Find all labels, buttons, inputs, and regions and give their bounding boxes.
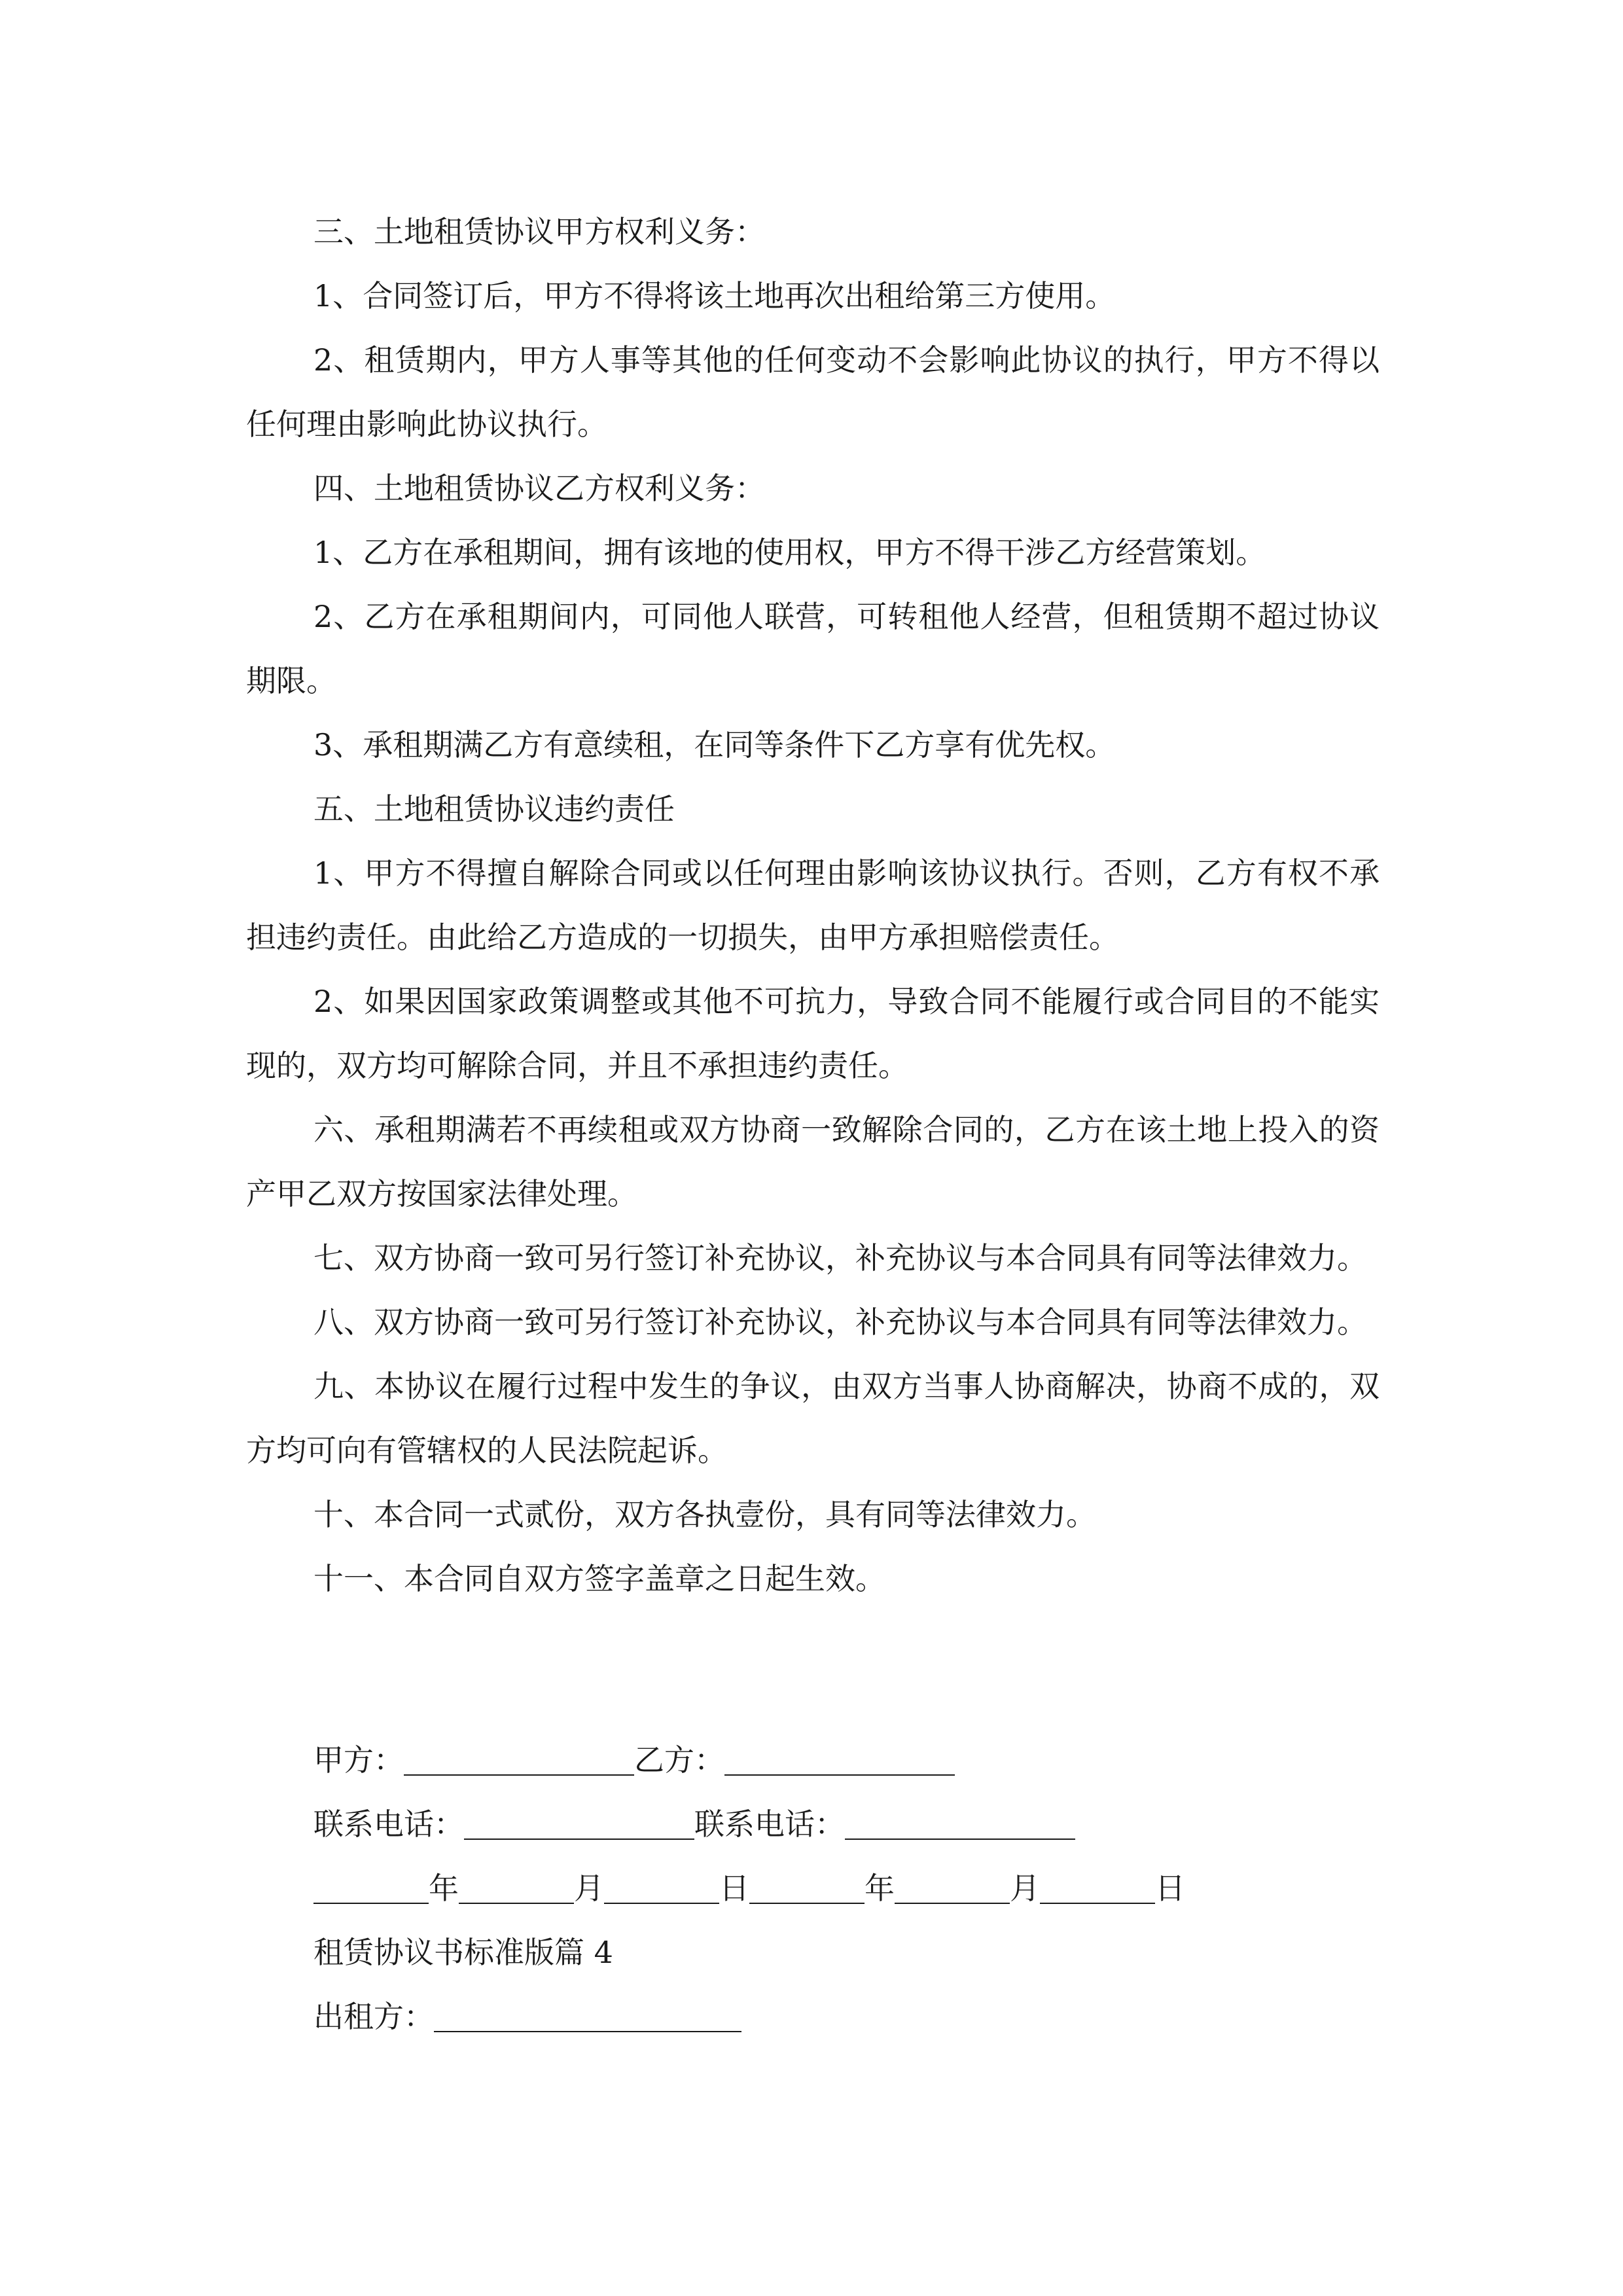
paragraph: 2、乙方在承租期间内，可同他人联营，可转租他人经营，但租赁期不超过协议期限。: [246, 599, 1380, 698]
phone-line: [313, 1792, 1075, 1856]
party-signature-line: [313, 1728, 955, 1792]
paragraph: 五、土地租赁协议违约责任: [313, 791, 675, 827]
section-title: 租赁协议书标准版篇 4: [313, 1935, 613, 1970]
paragraph: 八、双方协商一致可另行签订补充协议，补充协议与本合同具有同等法律效力。: [313, 1304, 1367, 1340]
year-a-blank[interactable]: [313, 1873, 429, 1904]
party-a-label: 甲方：: [313, 1742, 404, 1778]
party-b-label: 乙方：: [634, 1742, 724, 1778]
day-b-label: 日: [1155, 1871, 1185, 1906]
paragraph: 3、承租期满乙方有意续租，在同等条件下乙方享有优先权。: [313, 727, 1116, 762]
paragraph: 十、本合同一式贰份，双方各执壹份，具有同等法律效力。: [313, 1497, 1096, 1532]
month-b-label: 月: [1010, 1871, 1040, 1906]
lessor-line: [313, 1984, 741, 2049]
phone-a-blank[interactable]: [464, 1808, 694, 1840]
day-a-blank[interactable]: [604, 1873, 719, 1904]
party-b-blank[interactable]: [724, 1744, 955, 1776]
paragraph: 九、本协议在履行过程中发生的争议，由双方当事人协商解决，协商不成的，双方均可向有管辖权的人民法院起诉。: [246, 1369, 1380, 1468]
party-a-blank[interactable]: [404, 1744, 634, 1776]
month-a-label: 月: [574, 1871, 604, 1906]
paragraph: 1、甲方不得擅自解除合同或以任何理由影响该协议执行。否则，乙方有权不承担违约责任。由此给乙方造成的一切损失，由甲方承担赔偿责任。: [246, 855, 1380, 955]
paragraph: 六、承租期满若不再续租或双方协商一致解除合同的，乙方在该土地上投入的资产甲乙双方按国家法律处理。: [246, 1112, 1380, 1211]
day-b-blank[interactable]: [1040, 1873, 1155, 1904]
date-line: [313, 1856, 1185, 1920]
paragraph: 1、乙方在承租期间，拥有该地的使用权，甲方不得干涉乙方经营策划。: [313, 535, 1266, 570]
year-a-label: 年: [429, 1871, 459, 1906]
paragraph: 2、如果因国家政策调整或其他不可抗力，导致合同不能履行或合同目的不能实现的，双方均可解除合同，并且不承担违约责任。: [246, 984, 1380, 1083]
paragraph: 2、租赁期内，甲方人事等其他的任何变动不会影响此协议的执行，甲方不得以任何理由影响此协议执行。: [246, 342, 1380, 442]
month-b-blank[interactable]: [895, 1873, 1010, 1904]
contract-body: [246, 200, 1380, 1611]
year-b-label: 年: [865, 1871, 895, 1906]
lessor-blank[interactable]: [434, 2001, 741, 2032]
paragraph: 四、土地租赁协议乙方权利义务：: [313, 471, 765, 506]
paragraph: 七、双方协商一致可另行签订补充协议，补充协议与本合同具有同等法律效力。: [313, 1240, 1367, 1276]
phone-b-blank[interactable]: [845, 1808, 1075, 1840]
lessor-label: 出租方：: [313, 1999, 434, 2034]
paragraph: 十一、本合同自双方签字盖章之日起生效。: [313, 1561, 885, 1596]
day-a-label: 日: [719, 1871, 749, 1906]
month-a-blank[interactable]: [459, 1873, 574, 1904]
phone-b-label: 联系电话：: [694, 1806, 845, 1842]
paragraph: 三、土地租赁协议甲方权利义务：: [313, 214, 765, 249]
phone-a-label: 联系电话：: [313, 1806, 464, 1842]
paragraph: 1、合同签订后，甲方不得将该土地再次出租给第三方使用。: [313, 278, 1116, 314]
year-b-blank[interactable]: [749, 1873, 865, 1904]
